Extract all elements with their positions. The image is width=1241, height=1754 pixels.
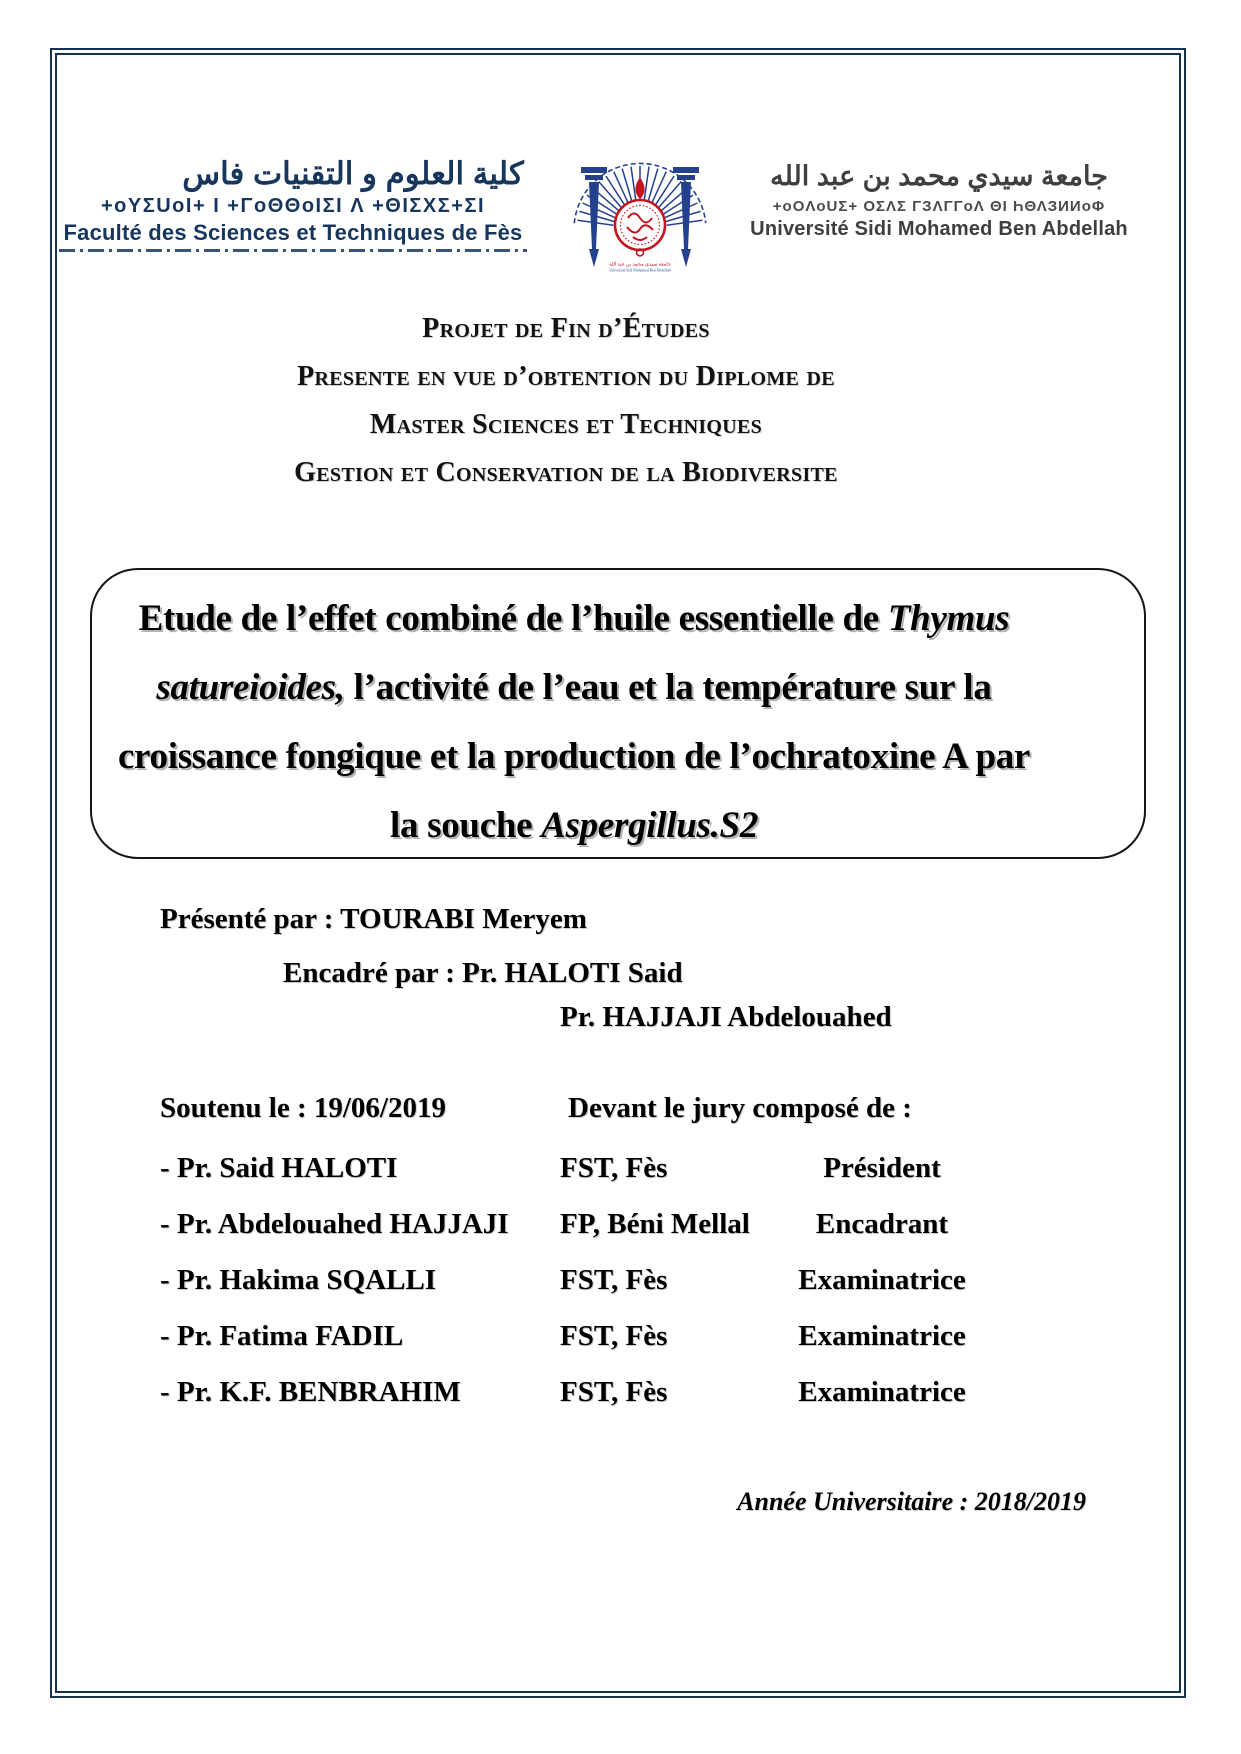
- co-supervisor-line: Pr. HAJJAJI Abdelouahed: [560, 1001, 892, 1033]
- jury-row: [57, 1152, 1183, 1208]
- cover-page-content: [57, 55, 1179, 1691]
- faculty-header-block: [59, 155, 527, 252]
- page-border-frame: [50, 48, 1186, 1698]
- thesis-title-box: [90, 568, 1146, 859]
- degree-line: Master Sciences et Techniques: [369, 409, 763, 440]
- university-name-arabic: جامعة سيدي محمد بن عبد الله: [770, 161, 1108, 191]
- dash-dot-divider: [59, 249, 527, 252]
- faculty-name-tifinagh: +oYΣUoI+ I +ΓoΘΘoIΣI Λ +ΘIΣXΣ+ΣI: [101, 195, 485, 217]
- jury-member-name: - Pr. Said HALOTI: [160, 1152, 398, 1184]
- jury-member-affiliation: FST, Fès: [560, 1264, 668, 1296]
- page-border-frame-inner: [55, 53, 1181, 1693]
- document-type-line: Projet de Fin d’Études: [422, 313, 710, 344]
- jury-member-affiliation: FP, Béni Mellal: [560, 1208, 750, 1240]
- document-purpose-line: Presente en vue d’obtention du Diplome de: [297, 361, 835, 392]
- jury-member-affiliation: FST, Fès: [560, 1376, 668, 1408]
- thesis-title-line: la souche Aspergillus.S2: [389, 805, 759, 846]
- university-seal-icon: [563, 121, 717, 273]
- jury-member-name: - Pr. Fatima FADIL: [160, 1320, 404, 1352]
- thesis-title-line: croissance fongique et la production de l’ochratoxine A par: [117, 736, 1031, 777]
- jury-member-name: - Pr. Abdelouahed HAJJAJI: [160, 1208, 509, 1240]
- seal-left-column: [581, 167, 607, 267]
- jury-member-affiliation: FST, Fès: [560, 1320, 668, 1352]
- jury-list: [57, 1152, 1183, 1432]
- academic-year-line: Année Universitaire : 2018/2019: [737, 1487, 1086, 1516]
- defense-date-line: Soutenu le : 19/06/2019: [160, 1092, 446, 1124]
- jury-row: [57, 1320, 1183, 1376]
- document-type-block: [57, 305, 1183, 497]
- thesis-title-line: Etude de l’effet combiné de l’huile essentielle de Thymus: [138, 598, 1010, 639]
- jury-member-name: - Pr. Hakima SQALLI: [160, 1264, 437, 1296]
- presented-by-line: Présenté par : TOURABI Meryem: [160, 903, 587, 935]
- jury-member-role: Examinatrice: [798, 1264, 966, 1296]
- jury-member-role: Encadrant: [815, 1208, 949, 1240]
- speciality-line: Gestion et Conservation de la Biodiversite: [294, 457, 838, 488]
- jury-header-line: Devant le jury composé de :: [568, 1092, 912, 1124]
- seal-caption-arabic: جامعة سيدي محمد بن عبد الله: [609, 262, 671, 268]
- thesis-title-line: satureioides, l’activité de l’eau et la température sur la: [156, 667, 992, 708]
- jury-member-role: Examinatrice: [798, 1320, 966, 1352]
- thesis-title: [104, 584, 1044, 860]
- jury-member-affiliation: FST, Fès: [560, 1152, 668, 1184]
- supervised-by-line: Encadré par : Pr. HALOTI Said: [283, 957, 683, 989]
- university-header-block: [739, 159, 1139, 241]
- seal-right-column: [673, 167, 699, 267]
- seal-red-medallion: [615, 177, 665, 256]
- university-seal-logo: [563, 121, 717, 273]
- jury-row: [57, 1208, 1183, 1264]
- jury-member-name: - Pr. K.F. BENBRAHIM: [160, 1376, 461, 1408]
- jury-member-role: Examinatrice: [798, 1376, 966, 1408]
- jury-row: [57, 1264, 1183, 1320]
- seal-caption-french: Université Sidi Mohamed Ben Abdellah: [609, 268, 671, 273]
- jury-member-role: Président: [823, 1152, 941, 1184]
- university-name-tifinagh: +oOΛoUΣ+ OΣΛΣ ΓЗΛΓΓoΛ ΘI ҺΘΛЗИИoΦ: [772, 198, 1106, 215]
- jury-row: [57, 1376, 1183, 1432]
- faculty-name-french: Faculté des Sciences et Techniques de Fès: [63, 220, 523, 245]
- university-name-french: Université Sidi Mohamed Ben Abdellah: [750, 218, 1128, 240]
- faculty-name-arabic: كلية العلوم و التقنيات فاس: [182, 156, 524, 191]
